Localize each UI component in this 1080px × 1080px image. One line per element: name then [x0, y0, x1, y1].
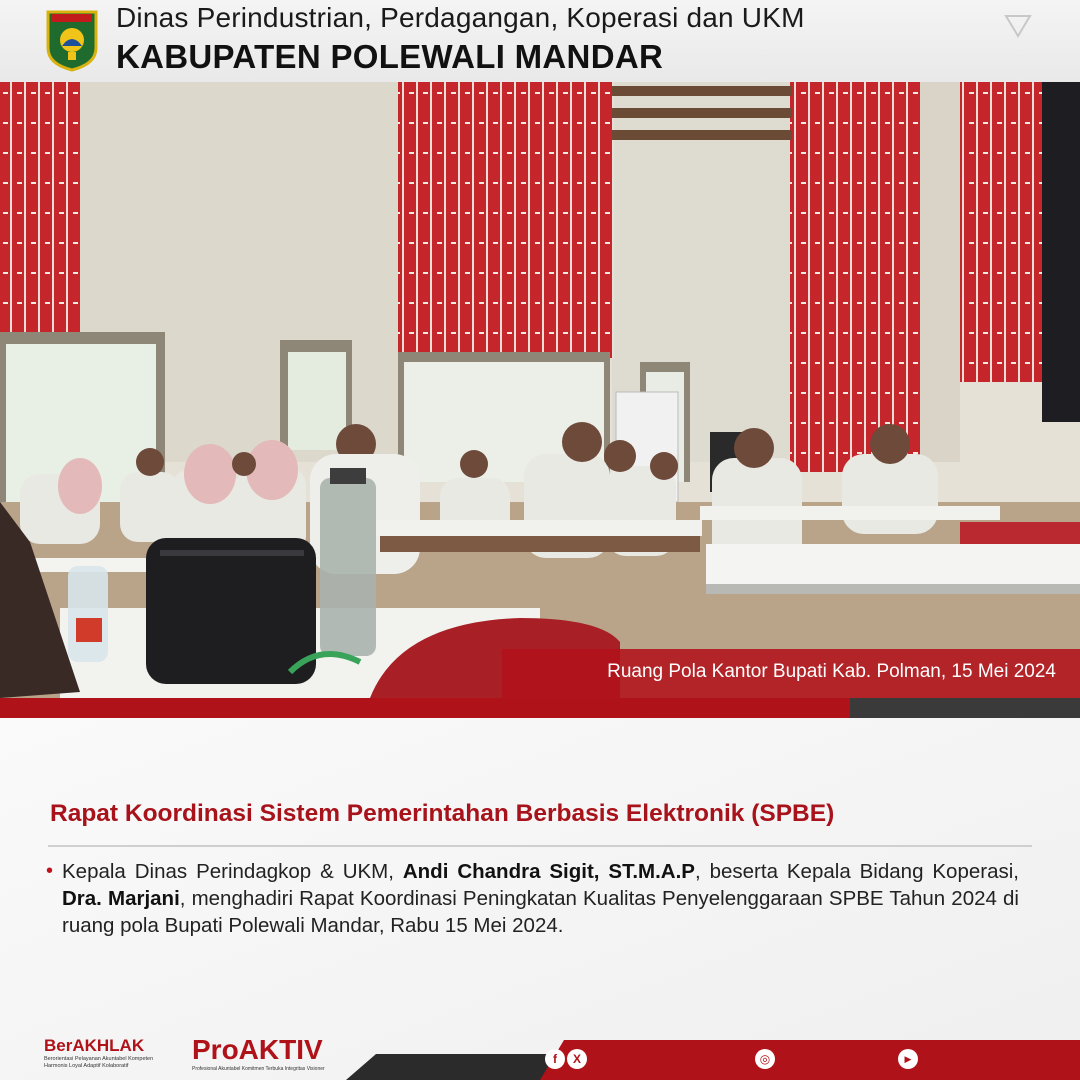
- photo-caption-box: [502, 649, 1080, 698]
- official-name-2: Dra. Marjani: [62, 887, 180, 910]
- berakhlak-wordmark: BerAKHLAK: [44, 1036, 145, 1055]
- proaktiv-logo: [192, 1034, 352, 1072]
- regency-name: KABUPATEN POLEWALI MANDAR: [116, 38, 664, 75]
- official-name-1: Andi Chandra Sigit, ST.M.A.P: [402, 860, 695, 883]
- photo-caption: Ruang Pola Kantor Bupati Kab. Polman, 15 Mei 2024: [607, 661, 1056, 682]
- berakhlak-logo: [44, 1036, 184, 1070]
- red-divider-strip: [0, 698, 850, 718]
- regency-emblem-icon: [44, 8, 100, 72]
- article-title: Rapat Koordinasi Sistem Pemerintahan Berbasis Elektronik (SPBE): [50, 800, 835, 827]
- facebook-icon[interactable]: f: [545, 1049, 565, 1069]
- x-icon[interactable]: X: [567, 1049, 587, 1069]
- berakhlak-tagline-2: Harmonis Loyal Adaptif Kolaboratif: [44, 1063, 129, 1069]
- down-triangle-icon: [1004, 14, 1032, 38]
- footer-red-band: [540, 1040, 1080, 1080]
- meeting-photo: [0, 82, 1080, 698]
- instagram-icon[interactable]: ◎: [755, 1049, 775, 1069]
- agency-name: Dinas Perindustrian, Perdagangan, Koperasi dan UKM: [116, 2, 805, 33]
- article-body: [62, 858, 1019, 939]
- meeting-room-image: [0, 82, 1080, 698]
- proaktiv-tagline: Profesional Akuntabel Komitmen Terbuka Integritas Visioner: [192, 1066, 325, 1072]
- berakhlak-tagline-1: Berorientasi Pelayanan Akuntabel Kompeten: [44, 1056, 154, 1062]
- body-text-2: , beserta Kepala Bidang Koperasi,: [694, 860, 1019, 883]
- youtube-icon[interactable]: ▶: [898, 1049, 918, 1069]
- header-bar: [0, 0, 1080, 82]
- bullet-marker: •: [46, 860, 54, 882]
- body-text-3: , menghadiri Rapat Koordinasi Peningkatan Kualitas Penyelenggaraan SPBE Tahun 2024 di ruang pola Bupati Polewali Mandar, Rabu 15 Mei 2024.: [62, 887, 1019, 937]
- title-divider: [48, 845, 1032, 847]
- body-text-1: Kepala Dinas Perindagkop & UKM,: [62, 860, 403, 883]
- dark-divider-strip: [850, 698, 1080, 718]
- proaktiv-wordmark: ProAKTIV: [192, 1034, 323, 1065]
